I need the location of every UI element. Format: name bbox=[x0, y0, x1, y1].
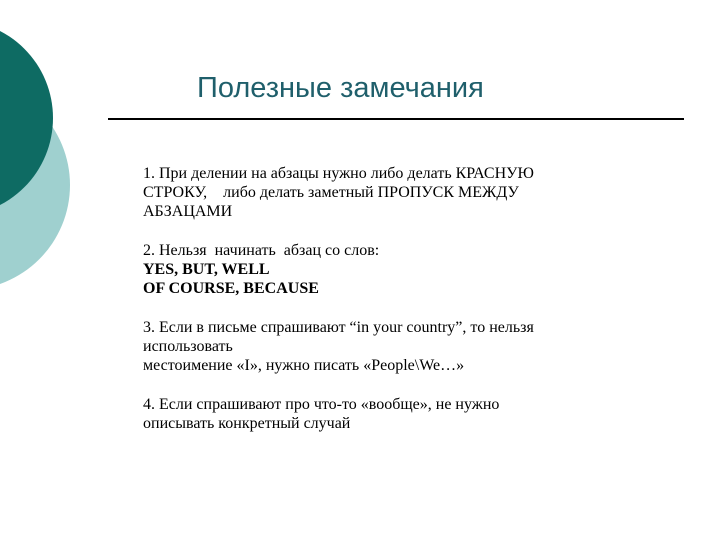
note-line: 1. При делении на абзацы нужно либо делать КРАСНУЮ bbox=[143, 165, 534, 182]
slide-title: Полезные замечания bbox=[197, 72, 484, 104]
note-line: 4. Если спрашивают про что-то «вообще», не нужно bbox=[143, 396, 500, 413]
note-line: АБЗАЦАМИ bbox=[143, 203, 233, 220]
note-line: использовать bbox=[143, 338, 233, 355]
note-line: описывать конкретный случай bbox=[143, 415, 351, 432]
note-line: СТРОКУ, либо делать заметный ПРОПУСК МЕЖДУ bbox=[143, 184, 519, 201]
title-divider bbox=[108, 118, 684, 120]
note-line: 3. Если в письме спрашивают “in your country”, то нельзя bbox=[143, 319, 534, 336]
note-line: 2. Нельзя начинать абзац со слов: bbox=[143, 242, 380, 259]
note-item bbox=[143, 241, 703, 298]
note-line: OF COURSE, BECAUSE bbox=[143, 280, 319, 297]
notes-list bbox=[143, 164, 703, 453]
note-item bbox=[143, 318, 703, 375]
note-item bbox=[143, 395, 703, 433]
note-line: местоимение «I», нужно писать «People\We…» bbox=[143, 357, 465, 374]
note-line: YES, BUT, WELL bbox=[143, 261, 270, 278]
note-item bbox=[143, 164, 703, 221]
